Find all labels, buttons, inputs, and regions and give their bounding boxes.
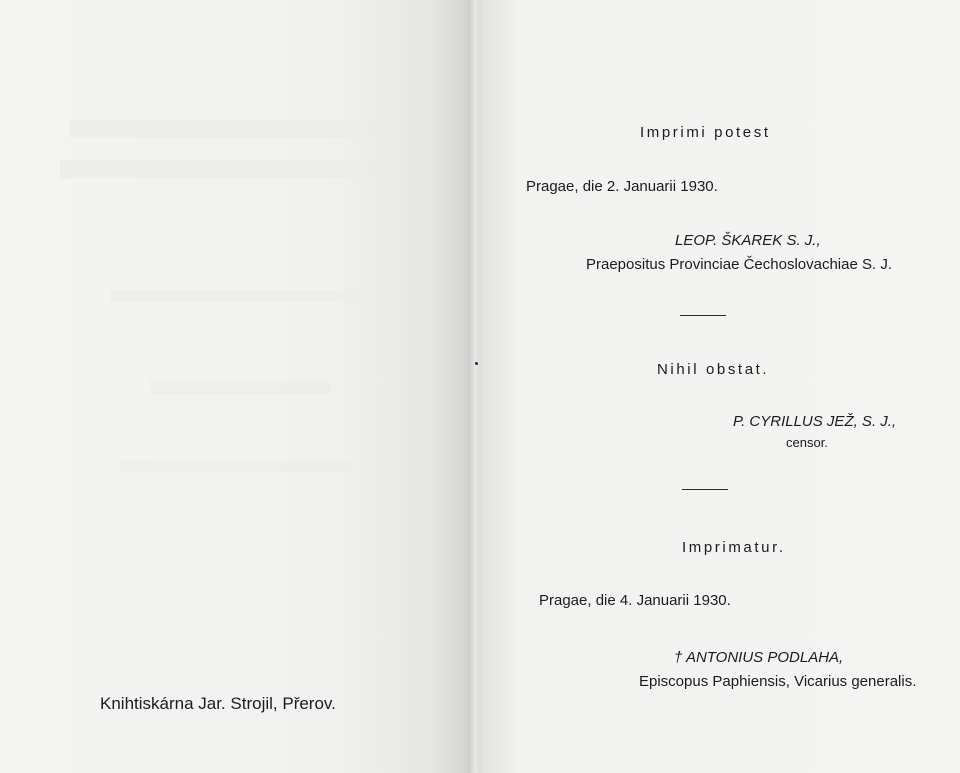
bleed-through-shadow xyxy=(120,460,350,472)
margin-dot xyxy=(475,362,478,365)
nihil-obstat-heading: Nihil obstat. xyxy=(657,361,770,378)
signer-2-name: † ANTONIUS PODLAHA, xyxy=(674,649,844,666)
imprimi-potest-heading: Imprimi potest xyxy=(640,124,771,141)
bleed-through-shadow xyxy=(70,120,390,138)
place-date-1: Pragae, die 2. Januarii 1930. xyxy=(526,178,718,195)
signer-1-title: Praepositus Provinciae Čechoslovachiae S. J. xyxy=(586,256,892,273)
left-page xyxy=(0,0,470,773)
imprimatur-heading: Imprimatur. xyxy=(682,539,786,556)
divider-2 xyxy=(682,489,728,490)
bleed-through-shadow xyxy=(110,290,370,302)
printer-imprint: Knihtiskárna Jar. Strojil, Přerov. xyxy=(100,694,336,713)
bleed-through-shadow xyxy=(150,380,330,394)
place-date-2: Pragae, die 4. Januarii 1930. xyxy=(539,592,731,609)
bleed-through-shadow xyxy=(60,160,400,178)
censor-name: P. CYRILLUS JEŽ, S. J., xyxy=(733,413,897,430)
signer-2-title: Episcopus Paphiensis, Vicarius generalis. xyxy=(639,673,917,690)
divider-1 xyxy=(680,315,726,316)
censor-title: censor. xyxy=(786,435,828,450)
right-page xyxy=(482,0,960,773)
signer-1-name: LEOP. ŠKAREK S. J., xyxy=(675,232,821,249)
